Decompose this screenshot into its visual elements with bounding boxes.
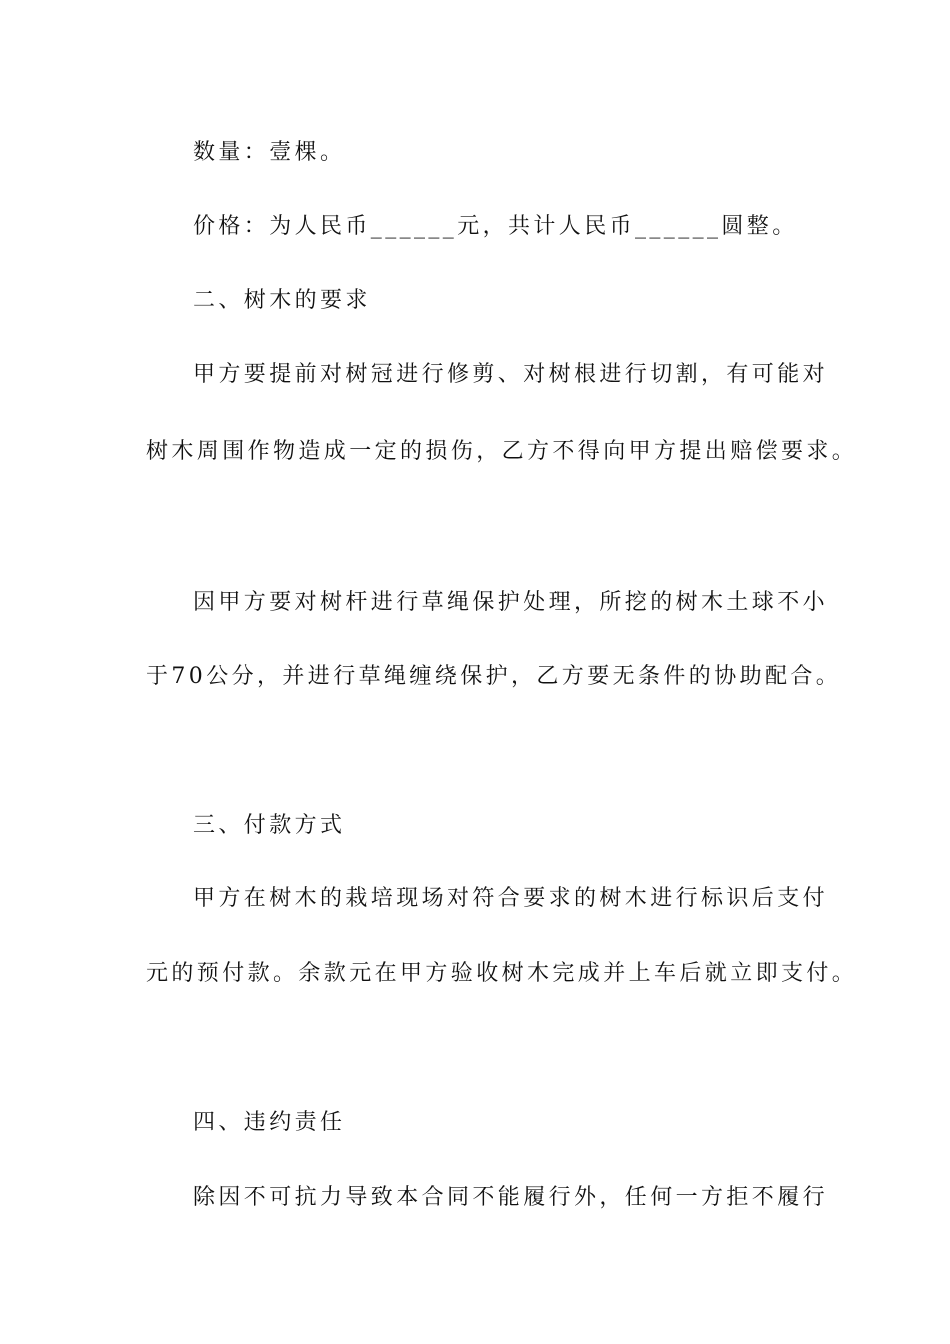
- paragraph-line: 因甲方要对树杆进行草绳保护处理，所挖的树木土球不小: [193, 590, 829, 615]
- section-heading-liability: 四、违约责任: [193, 1110, 346, 1135]
- paragraph-line: 甲方要提前对树冠进行修剪、对树根进行切割，有可能对: [193, 362, 829, 387]
- paragraph-line: 树木周围作物造成一定的损伤，乙方不得向甲方提出赔偿要求。: [146, 439, 858, 464]
- quantity-line: 数量：壹棵。: [193, 140, 346, 165]
- paragraph-line: 于70公分，并进行草绳缠绕保护，乙方要无条件的协助配合。: [146, 664, 842, 689]
- paragraph-line: 元的预付款。余款元在甲方验收树木完成并上车后就立即支付。: [146, 961, 858, 986]
- paragraph-line: 甲方在树木的栽培现场对符合要求的树木进行标识后支付: [193, 886, 829, 911]
- section-heading-payment-method: 三、付款方式: [193, 813, 346, 838]
- section-heading-tree-requirements: 二、树木的要求: [193, 288, 371, 313]
- paragraph-line: 除因不可抗力导致本合同不能履行外，任何一方拒不履行: [193, 1185, 829, 1210]
- price-line: 价格：为人民币______元，共计人民币______圆整。: [193, 214, 798, 239]
